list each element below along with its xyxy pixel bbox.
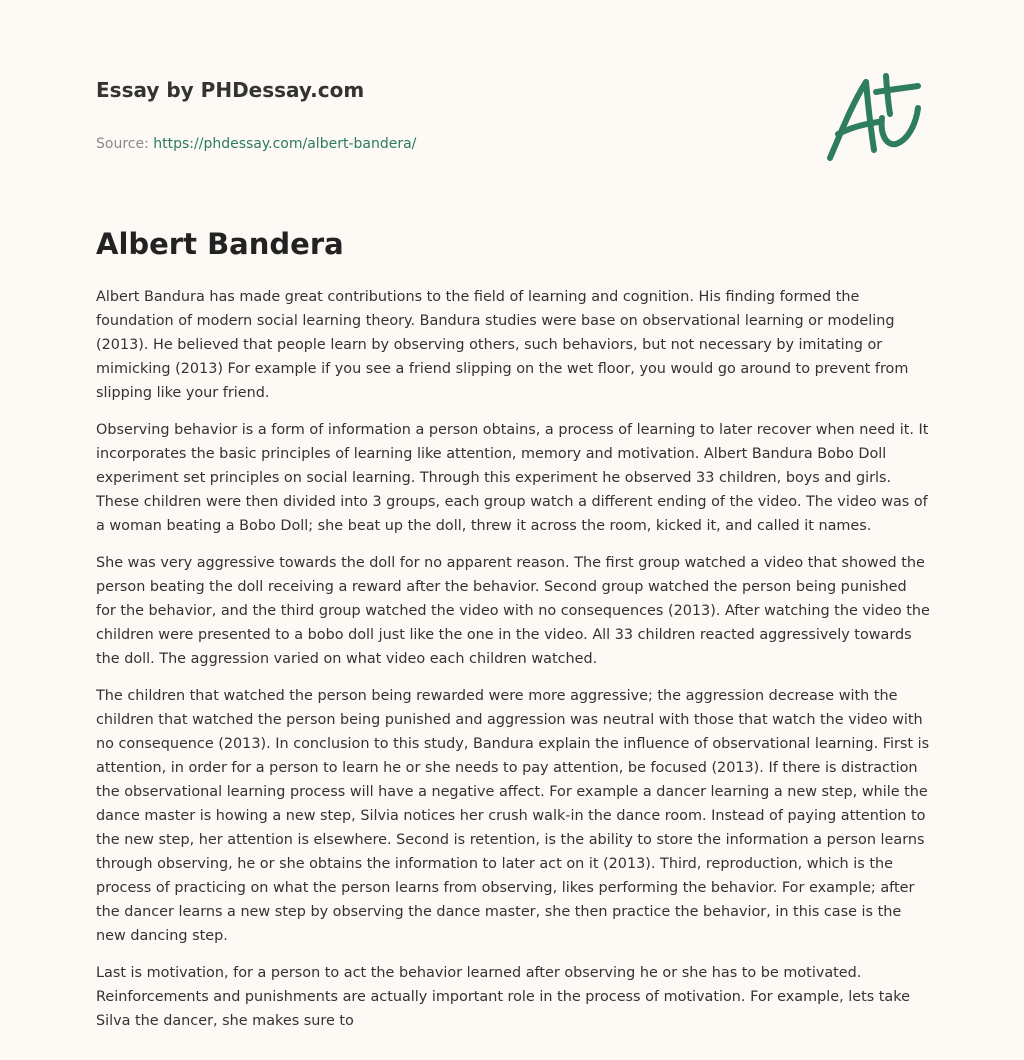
essay-body — [96, 285, 930, 1046]
essay-paragraph: Last is motivation, for a person to act the behavior learned after observing he or she has to be motivated. Reinforcements and punishments are actually important role in the process of motivation. For example, lets take Silva the dancer, she makes sure to — [96, 965, 910, 1029]
essay-paragraph: She was very aggressive towards the doll for no apparent reason. The first group watched a video that showed the person beating the doll receiving a reward after the behavior. Second group watched the person being punished for the behavior, and the third group watched the video with no consequences (2013). After watching the video the children were presented to a bobo doll just like the one in the video. All 33 children reacted aggressively towards the doll. The aggression varied on what video each children watched. — [96, 555, 930, 667]
essay-paragraph: The children that watched the person being rewarded were more aggressive; the aggression decrease with the children that watched the person being punished and aggression was neutral with those that watch the video with no consequence (2013). In conclusion to this study, Bandura explain the influence of observational learning. First is attention, in order for a person to learn he or she needs to pay attention, be focused (2013). If there is distraction the observational learning process will have a negative affect. For example a dancer learning a new step, while the dance master is howing a new step, Silvia notices her crush walk-in the dance room. Instead of paying attention to the new step, her attention is elsewhere. Second is retention, is the ability to store the information a person learns through observing, he or she obtains the information to later act on it (2013). Third, reproduction, which is the process of practicing on what the person learns from observing, likes performing the behavior. For example; after the dancer learns a new step by observing the dance master, she then practice the behavior, in this case is the new dancing step. — [96, 688, 930, 944]
a-plus-logo-svg — [820, 68, 930, 168]
source-label: Source: — [96, 136, 154, 152]
source-line — [96, 134, 796, 154]
essay-paragraph: Observing behavior is a form of information a person obtains, a process of learning to later recover when need it. It incorporates the basic principles of learning like attention, memory and motivation. Albert Bandura Bobo Doll experiment set principles on social learning. Through this experiment he observed 33 children, boys and girls. These children were then divided into 3 groups, each group watch a different ending of the video. The video was of a woman beating a Bobo Doll; she beat up the doll, threw it across the room, kicked it, and called it names. — [96, 422, 929, 534]
site-brand: Essay by PHDessay.com — [96, 78, 365, 102]
a-plus-grade-icon — [820, 68, 930, 168]
essay-title: Albert Bandera — [96, 227, 344, 261]
essay-header — [96, 76, 796, 154]
source-link[interactable]: https://phdessay.com/albert-bandera/ — [153, 136, 417, 152]
essay-paragraph: Albert Bandura has made great contributions to the field of learning and cognition. His finding formed the foundation of modern social learning theory. Bandura studies were base on observational learning or modeling (2013). He believed that people learn by observing others, such behaviors, but not necessary by imitating or mimicking (2013) For example if you see a friend slipping on the wet floor, you would go around to prevent from slipping like your friend. — [96, 289, 909, 401]
